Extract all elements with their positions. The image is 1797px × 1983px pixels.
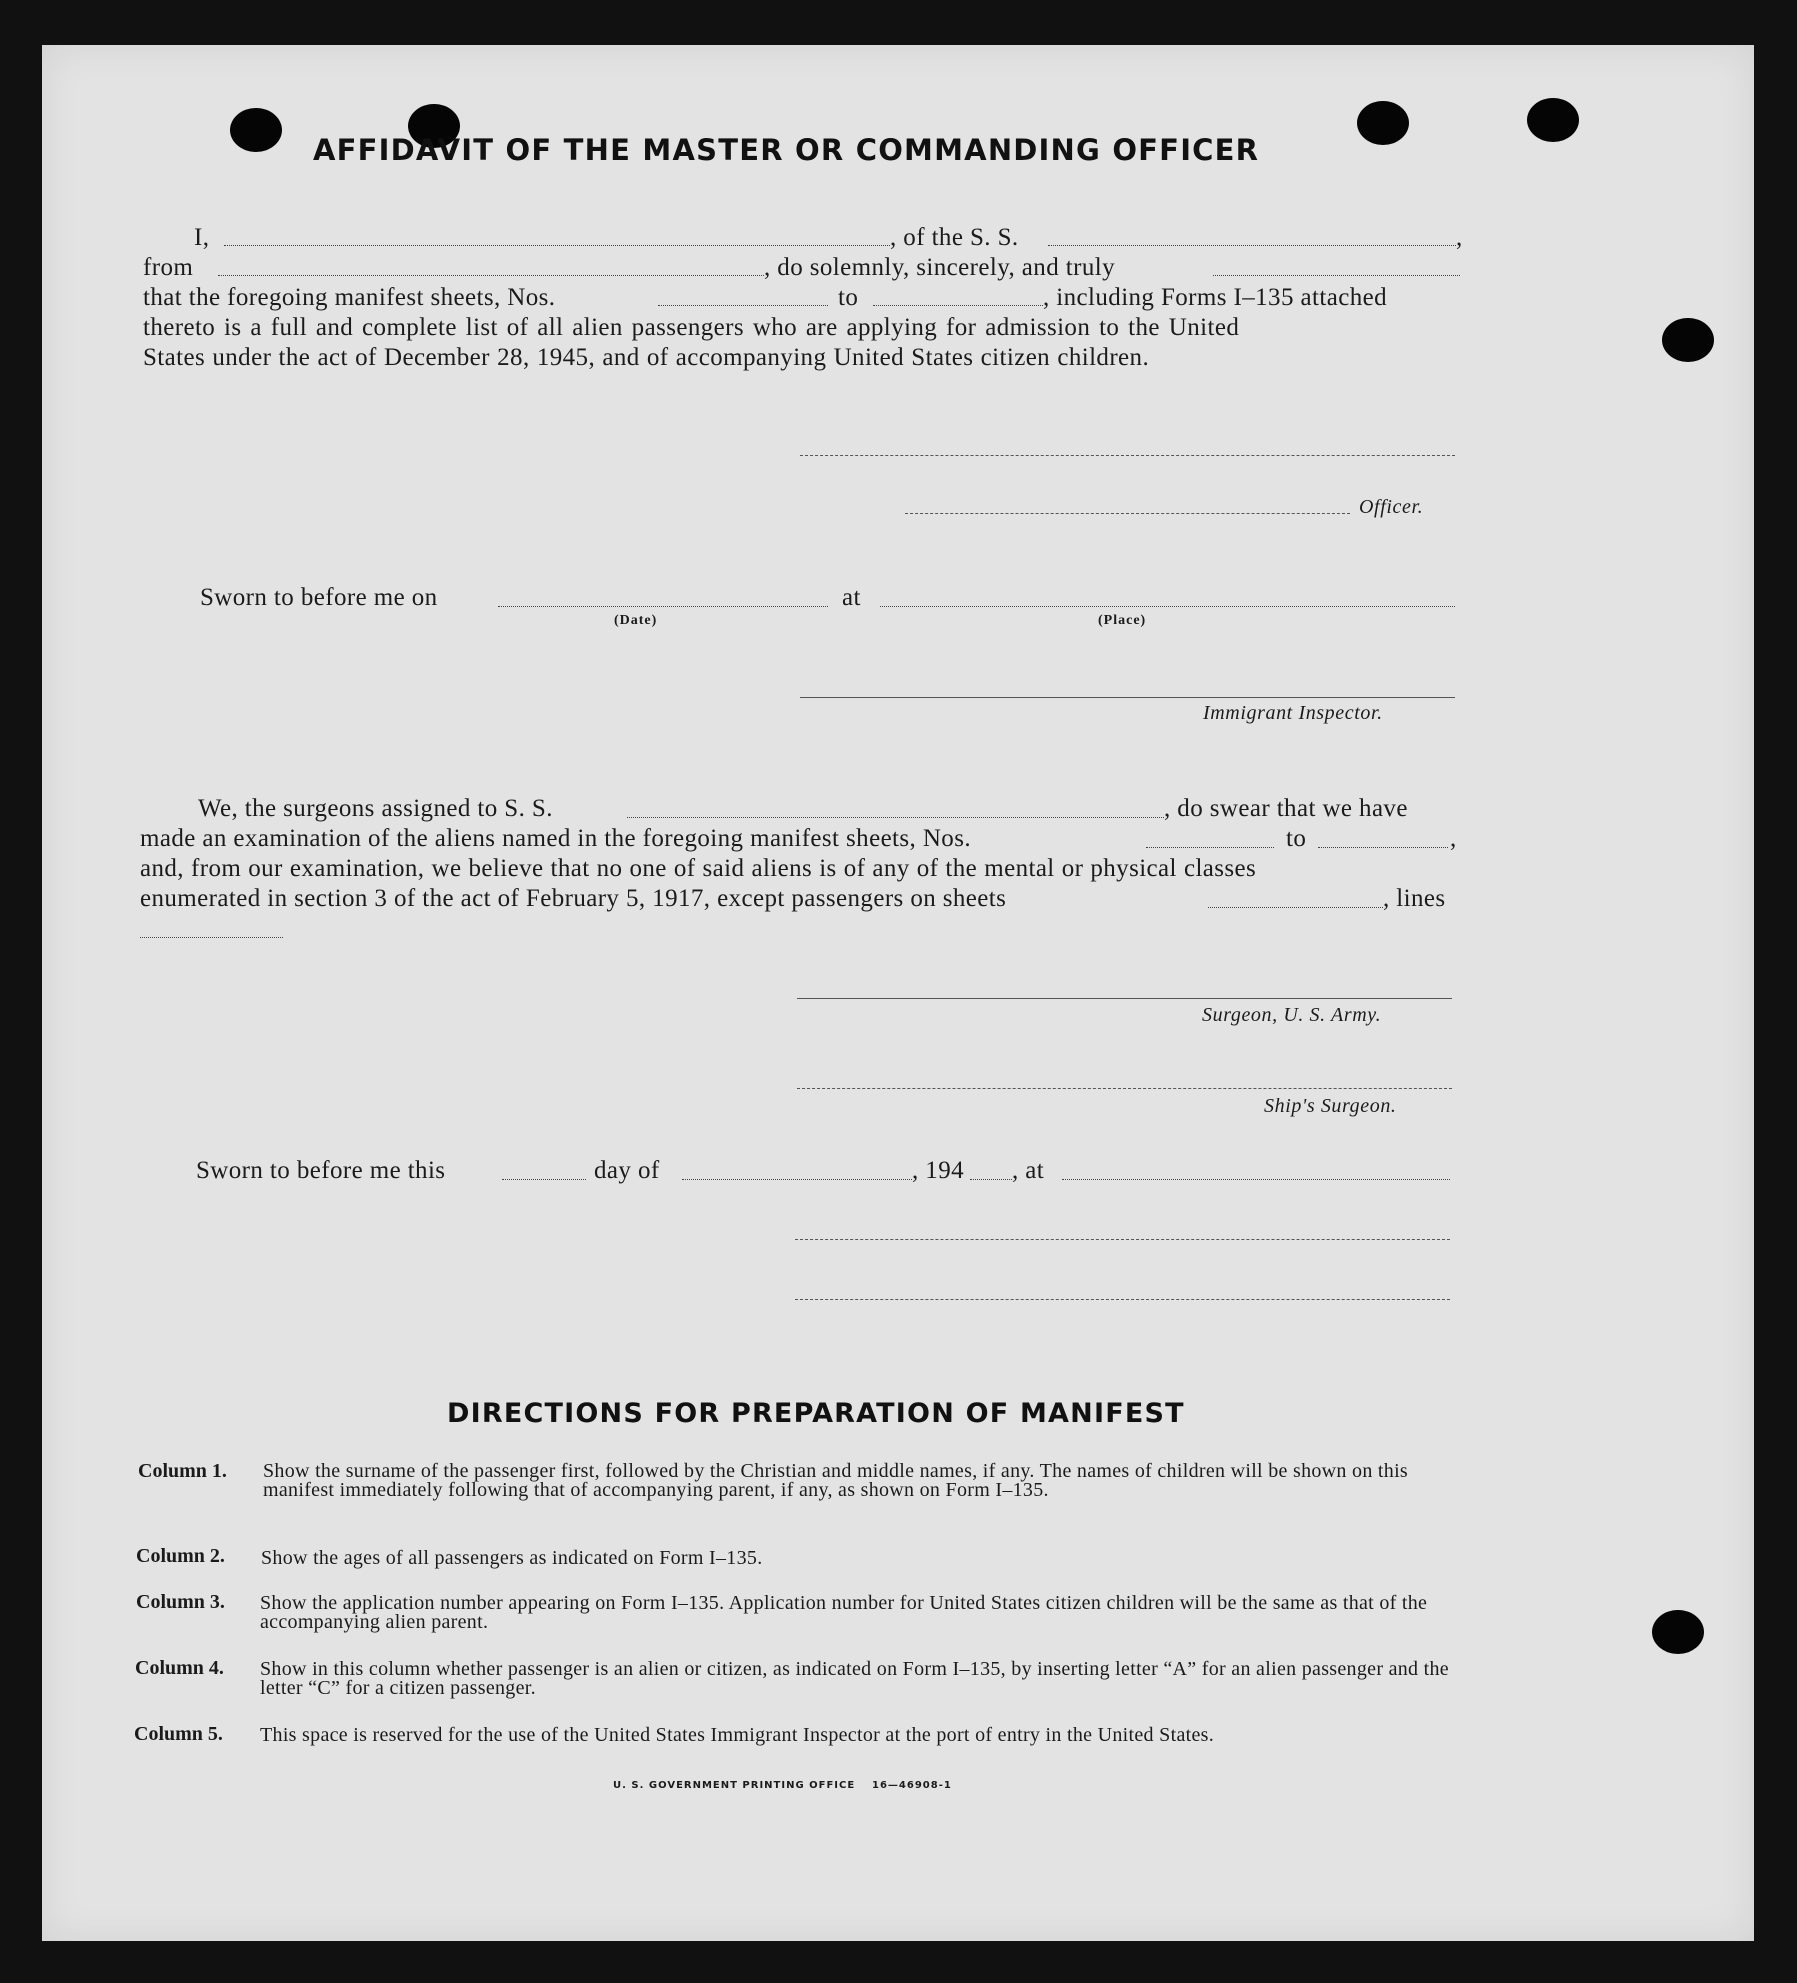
ship-name-field[interactable] xyxy=(1048,245,1456,246)
affidavit-line1-ss: , of the S. S. xyxy=(890,224,1019,251)
from-port-field[interactable] xyxy=(218,275,764,276)
surgeons-line1-b: , do swear that we have xyxy=(1164,795,1408,822)
column-5-text: This space is reserved for the use of the United States Immigrant Inspector at the port of entry in the United States. xyxy=(260,1724,1215,1746)
place-caption: (Place) xyxy=(1098,613,1147,628)
officer-signature-line[interactable] xyxy=(905,513,1350,514)
surgeons-line2-to: to xyxy=(1286,825,1307,852)
affidavit-line3-to: to xyxy=(838,284,859,311)
lines-field[interactable] xyxy=(140,937,283,938)
surgeons-sheet-to-field[interactable] xyxy=(1318,847,1448,848)
sworn-date-field[interactable] xyxy=(498,606,828,607)
sworn-place-field[interactable] xyxy=(880,606,1455,607)
date-caption: (Date) xyxy=(614,613,658,628)
surgeons-line2-a: made an examination of the aliens named in the foregoing manifest sheets, Nos. xyxy=(140,825,971,852)
surgeons-line4-b: , lines xyxy=(1383,885,1446,912)
affidavit-line4: thereto is a full and complete list of all alien passengers who are applying for admission to the United xyxy=(143,314,1240,341)
year-label: , 194 xyxy=(912,1157,964,1184)
surgeons-line3: and, from our examination, we believe that no one of said aliens is of any of the mental or physical classes xyxy=(140,855,1257,882)
affidavit-line1-i: I, xyxy=(194,224,210,251)
at-label: , at xyxy=(1012,1157,1045,1184)
affidavit-line2-mid: , do solemnly, sincerely, and truly xyxy=(764,254,1115,281)
army-surgeon-caption: Surgeon, U. S. Army. xyxy=(1202,1004,1382,1026)
column-4-text: Show in this column whether passenger is an alien or citizen, as indicated on Form I–135, by inserting letter “A” for an alien passenger and the letter “C” for a citizen passenger. xyxy=(260,1658,1449,1699)
affidavit-line3-a: that the foregoing manifest sheets, Nos. xyxy=(143,284,556,311)
affidavit-line5: States under the act of December 28, 1945, and of accompanying United States citizen children. xyxy=(143,344,1150,371)
affidavit-line1-end: , xyxy=(1456,224,1463,251)
punch-hole xyxy=(1527,98,1579,142)
punch-hole xyxy=(1662,318,1714,362)
day-of-label: day of xyxy=(594,1157,660,1184)
army-surgeon-signature-line[interactable] xyxy=(797,998,1452,999)
column-3-text: Show the application number appearing on Form I–135. Application number for United States citizen children will be the same as that of the accompanying alien parent. xyxy=(260,1592,1428,1633)
surgeons-line1-a: We, the surgeons assigned to S. S. xyxy=(198,795,553,822)
except-sheets-field[interactable] xyxy=(1208,907,1383,908)
sworn-this-label: Sworn to before me this xyxy=(196,1157,446,1184)
column-1-text: Show the surname of the passenger first, followed by the Christian and middle names, if any. The names of children will be shown on this manifest immediately following that of accompanying parent, if any, as shown on Form I–135. xyxy=(263,1460,1409,1501)
directions-title: DIRECTIONS FOR PREPARATION OF MANIFEST xyxy=(447,1398,1185,1429)
inspector-signature-line[interactable] xyxy=(800,697,1455,698)
sworn-location-field[interactable] xyxy=(1062,1179,1450,1180)
signature-line-1[interactable] xyxy=(800,455,1455,456)
form-code: 16—46908-1 xyxy=(872,1780,952,1791)
inspector-caption: Immigrant Inspector. xyxy=(1203,702,1383,724)
sheet-from-field[interactable] xyxy=(658,305,828,306)
sworn-label: Sworn to before me on xyxy=(200,584,438,611)
column-4-label: Column 4. xyxy=(135,1657,224,1679)
master-name-field[interactable] xyxy=(224,245,890,246)
column-3-label: Column 3. xyxy=(136,1591,225,1613)
column-1-label: Column 1. xyxy=(138,1460,227,1482)
surgeons-line4-a: enumerated in section 3 of the act of February 5, 1917, except passengers on sheets xyxy=(140,885,1007,912)
ship-surgeon-caption: Ship's Surgeon. xyxy=(1264,1095,1397,1117)
surgeons-ship-field[interactable] xyxy=(627,817,1164,818)
column-2-text: Show the ages of all passengers as indicated on Form I–135. xyxy=(261,1547,763,1569)
sworn-signature-line-1[interactable] xyxy=(795,1239,1450,1240)
punch-hole xyxy=(1652,1610,1704,1654)
affidavit-line3-b: , including Forms I–135 attached xyxy=(1043,284,1387,311)
affidavit-line2-from: from xyxy=(143,254,194,281)
surgeons-sheet-from-field[interactable] xyxy=(1146,847,1274,848)
punch-hole xyxy=(1357,101,1409,145)
sworn-year-field[interactable] xyxy=(970,1179,1012,1180)
punch-hole xyxy=(230,108,282,152)
sheet-to-field[interactable] xyxy=(873,305,1043,306)
sworn-day-field[interactable] xyxy=(502,1179,586,1180)
sworn-month-field[interactable] xyxy=(682,1179,912,1180)
printer-imprint: U. S. GOVERNMENT PRINTING OFFICE xyxy=(613,1780,856,1791)
sworn-signature-line-2[interactable] xyxy=(795,1299,1450,1300)
surgeons-line2-end: , xyxy=(1450,825,1457,852)
column-2-label: Column 2. xyxy=(136,1545,225,1567)
column-5-label: Column 5. xyxy=(134,1723,223,1745)
sworn-at: at xyxy=(842,584,861,611)
oath-field[interactable] xyxy=(1213,275,1460,276)
officer-caption: Officer. xyxy=(1359,496,1424,518)
ship-surgeon-signature-line[interactable] xyxy=(797,1088,1452,1089)
affidavit-title: AFFIDAVIT OF THE MASTER OR COMMANDING OFFICER xyxy=(313,133,1260,167)
